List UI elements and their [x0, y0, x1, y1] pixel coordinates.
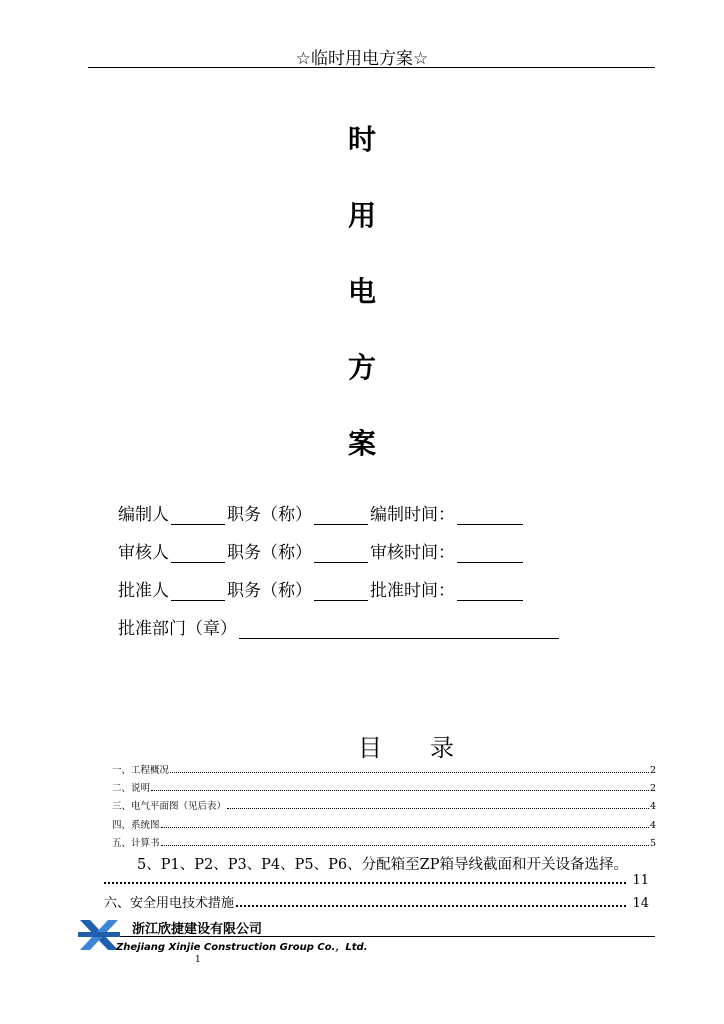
company-name-cn: 浙江欣捷建设有限公司 [132, 922, 263, 937]
title-char-5: 案 [347, 427, 376, 460]
approved-by-blank [171, 582, 225, 601]
toc-item[interactable] [112, 780, 656, 794]
toc-item[interactable] [112, 817, 656, 831]
toc-item-page: 4 [649, 820, 656, 831]
title-char-4: 方 [347, 351, 376, 384]
position-label: 职务（称） [227, 543, 312, 563]
toc-item[interactable] [112, 798, 656, 812]
review-time-blank [457, 544, 523, 563]
position-blank [314, 582, 368, 601]
toc-item-page: 2 [649, 783, 656, 794]
approval-dept-label: 批准部门（章） [118, 619, 237, 639]
title-char-3: 电 [347, 275, 376, 308]
toc-item-page: 5 [649, 838, 656, 849]
toc-sub-item-leader [104, 873, 649, 888]
company-logo-icon [78, 918, 120, 952]
footer-rule [120, 936, 655, 937]
prepare-time-blank [457, 506, 523, 525]
signature-row-prepare [118, 500, 525, 525]
toc-item[interactable] [112, 835, 656, 849]
page-number: 1 [195, 955, 201, 965]
header-title: ☆临时用电方案☆ [295, 49, 429, 69]
reviewed-by-blank [171, 544, 225, 563]
signature-row-approve [118, 576, 525, 601]
review-time-label: 审核时间： [370, 543, 455, 563]
toc-item-label: 四、系统图 [112, 820, 160, 831]
position-blank [314, 544, 368, 563]
signature-row-review [118, 538, 525, 563]
toc-sub-item-page: 11 [632, 873, 649, 888]
toc-sub-item-label[interactable]: 5、P1、P2、P3、P4、P5、P6、分配箱至ZP箱导线截面和开关设备选择。 [137, 857, 628, 873]
title-char-1: 时 [347, 123, 376, 156]
toc-heading: 目 录 [358, 734, 454, 762]
toc-item[interactable] [112, 762, 656, 776]
toc-item[interactable] [104, 892, 649, 911]
toc-item-label: 二、说明 [112, 783, 151, 794]
company-name-en: Zhejiang Xinjie Construction Group Co.，Ltd. [116, 942, 368, 953]
position-label: 职务（称） [227, 505, 312, 525]
title-char-2: 用 [347, 199, 376, 232]
position-label: 职务（称） [227, 581, 312, 601]
approval-dept-blank [239, 620, 559, 639]
reviewed-by-label: 审核人 [118, 543, 169, 563]
prepared-by-label: 编制人 [118, 505, 169, 525]
position-blank [314, 506, 368, 525]
toc-item-label: 一、工程概况 [112, 765, 170, 776]
toc-item-page: 4 [649, 801, 656, 812]
toc-item-page: 14 [632, 896, 649, 911]
toc-item-page: 2 [649, 765, 656, 776]
approve-time-label: 批准时间： [370, 581, 455, 601]
toc-item-label: 五、计算书 [112, 838, 160, 849]
approve-time-blank [457, 582, 523, 601]
prepare-time-label: 编制时间： [370, 505, 455, 525]
prepared-by-blank [171, 506, 225, 525]
toc-item-label: 三、电气平面图（见后表） [112, 801, 227, 812]
toc-item-label: 六、安全用电技术措施 [104, 896, 235, 911]
header-rule [88, 67, 655, 68]
approval-dept-row [118, 614, 561, 639]
approved-by-label: 批准人 [118, 581, 169, 601]
